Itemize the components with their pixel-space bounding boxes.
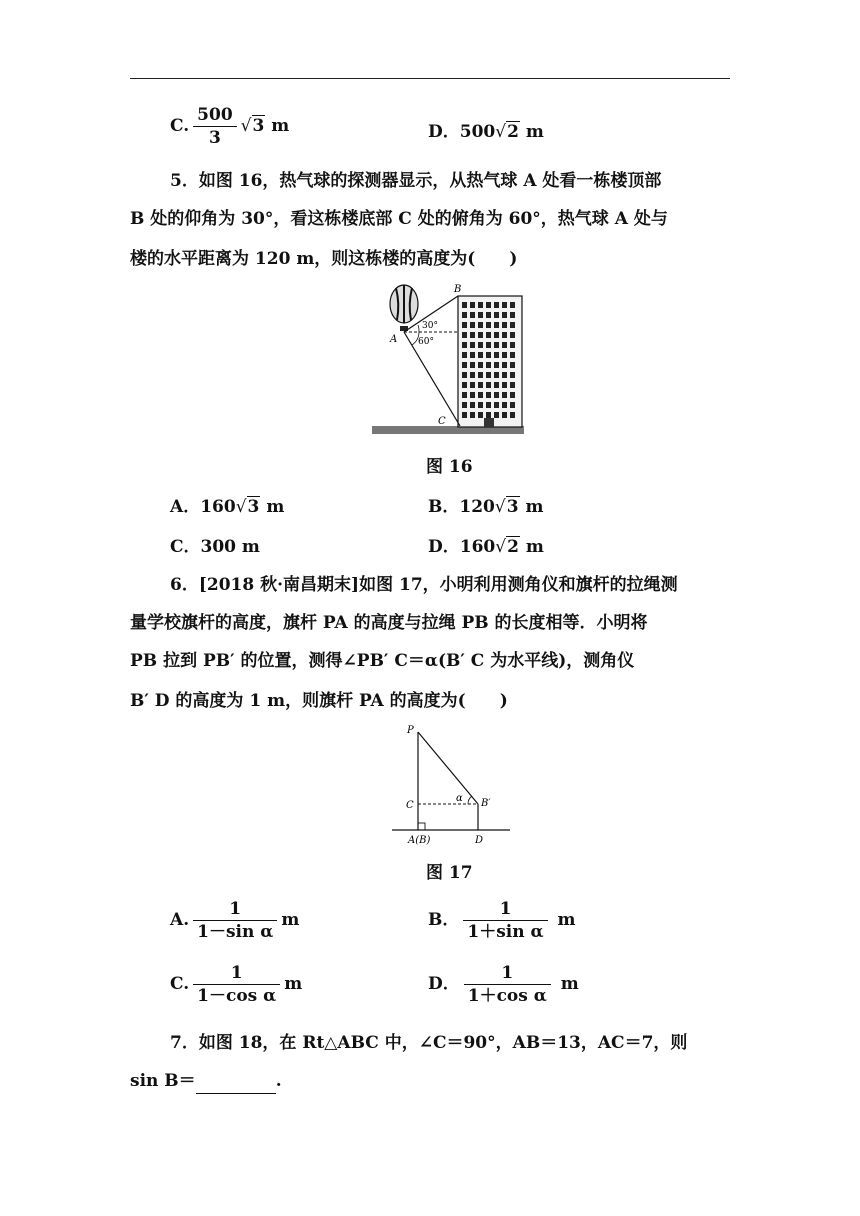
fraction: $\frac{1}{\text{1＋cos α}}$ [464,962,551,1007]
label-b-prime: B′ [481,798,491,809]
figure-17-caption: 图 17 [426,863,473,883]
label-p: P [407,725,414,736]
fraction: $\frac{1}{\text{1－sin α}}$ [193,898,277,943]
fraction: $\frac{1}{\text{1＋sin α}}$ [463,898,547,943]
q5-option-a[interactable]: A．160√3 m [170,497,285,517]
q5-option-b[interactable]: B．120√3 m [428,497,544,517]
label-b: B [454,284,462,295]
label-alpha: α [456,793,463,804]
building-door [484,418,494,427]
q6-line-2: 量学校旗杆的高度，旗杆 PA 的高度与拉绳 PB 的长度相等．小明将 [130,613,648,633]
sqrt: √3 [494,497,519,517]
sqrt: √3 [240,116,265,136]
q5-option-c[interactable]: C．300 m [170,537,260,557]
label-a-b: A(B) [408,835,431,846]
sqrt: √2 [495,122,519,142]
q5-option-d[interactable]: D．160√2 m [428,537,544,557]
header-rule [130,78,730,79]
q6-line-3: PB 拉到 PB′ 的位置，测得∠PB′ C＝α(B′ C 为水平线)，测角仪 [130,651,635,671]
q7-line-2: sin B＝ . [130,1068,282,1094]
q6-option-d[interactable]: D． $\frac{1}{\text{1＋cos α}}$ m [428,963,579,1006]
q6-option-a[interactable]: A. $\frac{1}{\text{1－sin α}}$ m [170,899,300,942]
q5-line-3: 楼的水平距离为 120 m，则这栋楼的高度为( ) [130,249,518,269]
label-c: C [406,800,414,811]
label-c: C [438,416,446,427]
fraction: $\frac{1}{\text{1－cos α}}$ [193,962,280,1007]
angle-30: 30° [422,321,438,331]
answer-blank[interactable] [196,1075,276,1094]
q5-line-1: 5．如图 16，热气球的探测器显示，从热气球 A 处看一栋楼顶部 [170,171,662,191]
q6-option-b[interactable]: B． $\frac{1}{\text{1＋sin α}}$ m [428,899,576,942]
q4-option-c[interactable]: C. $\frac{500}{3}$ √3 m [170,105,290,148]
q6-line-1: 6．[2018 秋·南昌期末]如图 17，小明利用测角仪和旗杆的拉绳测 [170,575,678,595]
figure-17 [388,722,514,850]
figure-16-caption: 图 16 [426,457,473,477]
figure-16 [372,280,524,440]
angle-60: 60° [418,337,434,347]
fraction: $\frac{500}{3}$ [193,104,237,149]
q7-line-1: 7．如图 18，在 Rt△ABC 中，∠C＝90°，AB＝13，AC＝7，则 [170,1033,688,1053]
q4-option-d[interactable]: D．500√2 m [428,122,544,142]
q6-line-4: B′ D 的高度为 1 m，则旗杆 PA 的高度为( ) [130,691,508,711]
label-a: A [390,334,398,345]
sqrt: √2 [495,537,519,557]
sqrt: √3 [235,497,260,517]
q6-option-c[interactable]: C. $\frac{1}{\text{1－cos α}}$ m [170,963,303,1006]
label-d: D [475,835,484,846]
q5-line-2: B 处的仰角为 30°，看这栋楼底部 C 处的俯角为 60°，热气球 A 处与 [130,209,668,229]
